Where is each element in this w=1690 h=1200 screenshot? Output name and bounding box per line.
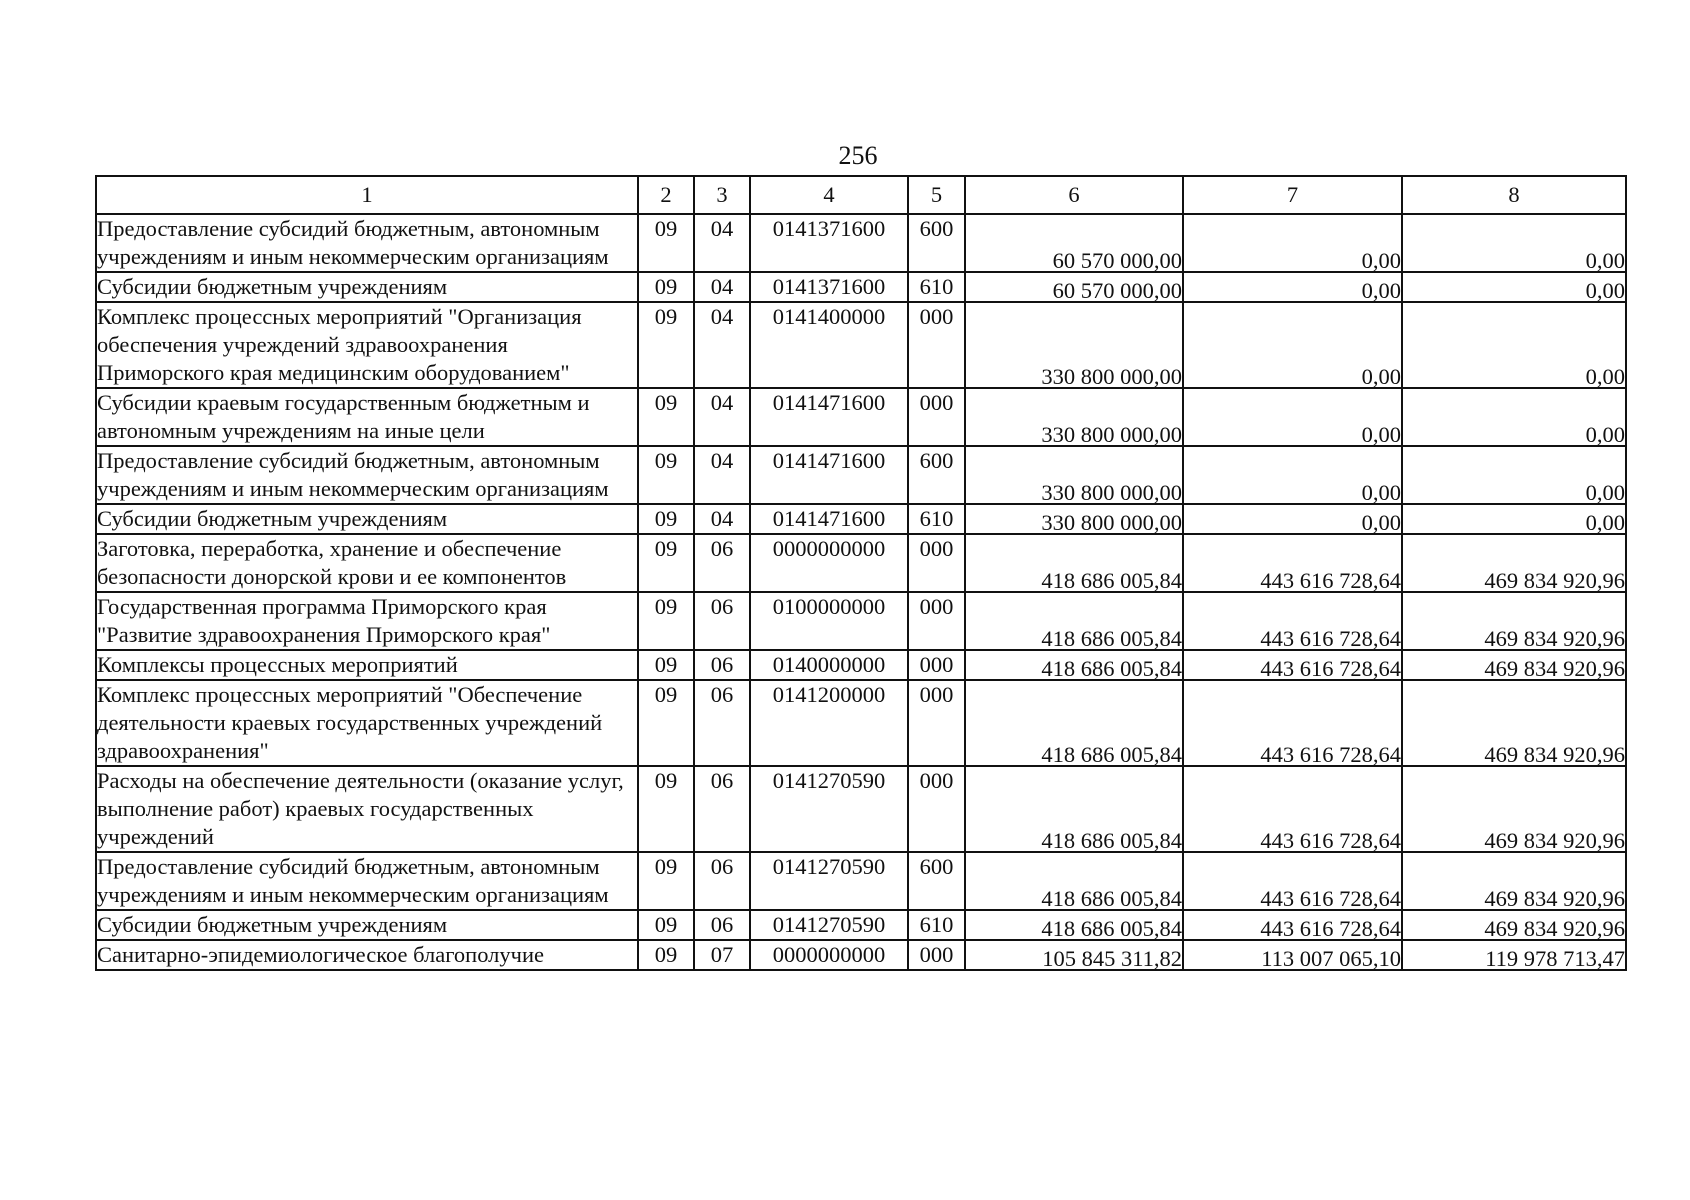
row-amount-6: 418 686 005,84 — [1041, 886, 1182, 911]
row-subsection: 06 — [694, 592, 750, 650]
table-row — [96, 388, 1626, 446]
row-expense-type: 000 — [908, 302, 965, 388]
row-section: 09 — [638, 388, 694, 446]
row-target-code: 0141200000 — [750, 680, 908, 766]
table-row — [96, 302, 1626, 388]
row-name: Государственная программа Приморского края "Развитие здравоохранения Приморского края" — [96, 592, 638, 650]
row-amount-7: 0,00 — [1361, 248, 1401, 273]
header-col-4: 4 — [750, 176, 908, 214]
table-row — [96, 272, 1626, 302]
row-target-code: 0141371600 — [750, 214, 908, 272]
row-amount-8: 0,00 — [1585, 480, 1625, 505]
row-expense-type: 610 — [908, 504, 965, 534]
row-amount-6: 330 800 000,00 — [1041, 510, 1182, 535]
header-row — [96, 176, 1626, 214]
row-amount-6: 330 800 000,00 — [1041, 422, 1182, 447]
row-expense-type: 000 — [908, 680, 965, 766]
row-amount-7: 443 616 728,64 — [1260, 626, 1401, 651]
row-expense-type: 000 — [908, 766, 965, 852]
row-subsection: 06 — [694, 852, 750, 910]
row-amount-6: 418 686 005,84 — [1041, 656, 1182, 681]
row-section: 09 — [638, 940, 694, 970]
row-amount-8: 0,00 — [1585, 364, 1625, 389]
row-target-code: 0141270590 — [750, 910, 908, 940]
row-amount-7: 443 616 728,64 — [1260, 886, 1401, 911]
row-amount-8: 469 834 920,96 — [1484, 916, 1625, 941]
row-amount-6: 60 570 000,00 — [1052, 248, 1182, 273]
row-target-code: 0141471600 — [750, 504, 908, 534]
row-amount-6: 418 686 005,84 — [1041, 916, 1182, 941]
row-expense-type: 000 — [908, 940, 965, 970]
row-section: 09 — [638, 446, 694, 504]
page-number: 256 — [838, 141, 878, 170]
row-name: Предоставление субсидий бюджетным, автономным учреждениям и иным некоммерческим организациям — [96, 852, 638, 910]
row-expense-type: 610 — [908, 910, 965, 940]
row-subsection: 04 — [694, 388, 750, 446]
row-target-code: 0141471600 — [750, 388, 908, 446]
table-row — [96, 680, 1626, 766]
row-target-code: 0100000000 — [750, 592, 908, 650]
row-amount-6: 330 800 000,00 — [1041, 364, 1182, 389]
row-section: 09 — [638, 650, 694, 680]
row-amount-6: 418 686 005,84 — [1041, 626, 1182, 651]
row-subsection: 06 — [694, 680, 750, 766]
row-name: Субсидии бюджетным учреждениям — [96, 272, 638, 302]
row-subsection: 06 — [694, 766, 750, 852]
row-section: 09 — [638, 852, 694, 910]
row-amount-8: 469 834 920,96 — [1484, 626, 1625, 651]
row-amount-8: 469 834 920,96 — [1484, 656, 1625, 681]
row-amount-7: 443 616 728,64 — [1260, 828, 1401, 853]
row-amount-7: 113 007 065,10 — [1261, 946, 1401, 971]
row-subsection: 04 — [694, 214, 750, 272]
row-target-code: 0141270590 — [750, 852, 908, 910]
row-amount-7: 0,00 — [1361, 278, 1401, 303]
row-name: Предоставление субсидий бюджетным, автономным учреждениям и иным некоммерческим организациям — [96, 214, 638, 272]
row-name: Предоставление субсидий бюджетным, автономным учреждениям и иным некоммерческим организациям — [96, 446, 638, 504]
row-target-code: 0000000000 — [750, 940, 908, 970]
row-amount-6: 418 686 005,84 — [1041, 828, 1182, 853]
header-col-2: 2 — [638, 176, 694, 214]
row-subsection: 07 — [694, 940, 750, 970]
row-name: Санитарно-эпидемиологическое благополучие — [96, 940, 638, 970]
header-col-7: 7 — [1183, 176, 1402, 214]
row-subsection: 06 — [694, 534, 750, 592]
row-section: 09 — [638, 214, 694, 272]
row-name: Субсидии краевым государственным бюджетным и автономным учреждениям на иные цели — [96, 388, 638, 446]
row-target-code: 0140000000 — [750, 650, 908, 680]
row-amount-6: 105 845 311,82 — [1042, 946, 1182, 971]
row-amount-7: 443 616 728,64 — [1260, 916, 1401, 941]
row-section: 09 — [638, 680, 694, 766]
row-name: Комплексы процессных мероприятий — [96, 650, 638, 680]
row-amount-6: 418 686 005,84 — [1041, 568, 1182, 593]
row-subsection: 06 — [694, 910, 750, 940]
row-amount-6: 330 800 000,00 — [1041, 480, 1182, 505]
row-amount-7: 443 616 728,64 — [1260, 568, 1401, 593]
row-amount-8: 0,00 — [1585, 248, 1625, 273]
row-target-code: 0141270590 — [750, 766, 908, 852]
row-name: Заготовка, переработка, хранение и обеспечение безопасности донорской крови и ее компонентов — [96, 534, 638, 592]
table-row — [96, 592, 1626, 650]
row-name: Субсидии бюджетным учреждениям — [96, 504, 638, 534]
row-section: 09 — [638, 302, 694, 388]
row-target-code: 0141371600 — [750, 272, 908, 302]
header-col-3: 3 — [694, 176, 750, 214]
row-amount-8: 469 834 920,96 — [1484, 886, 1625, 911]
table-row — [96, 214, 1626, 272]
row-name: Комплекс процессных мероприятий "Обеспечение деятельности краевых государственных учреждений здравоохранения" — [96, 680, 638, 766]
row-expense-type: 610 — [908, 272, 965, 302]
row-amount-6: 418 686 005,84 — [1041, 742, 1182, 767]
row-amount-7: 0,00 — [1361, 510, 1401, 535]
row-expense-type: 000 — [908, 592, 965, 650]
table-row — [96, 766, 1626, 852]
row-amount-6: 60 570 000,00 — [1052, 278, 1182, 303]
table-row — [96, 650, 1626, 680]
header-col-8: 8 — [1402, 176, 1626, 214]
table-row — [96, 940, 1626, 970]
row-subsection: 04 — [694, 272, 750, 302]
row-expense-type: 000 — [908, 534, 965, 592]
table-row — [96, 852, 1626, 910]
row-amount-8: 469 834 920,96 — [1484, 742, 1625, 767]
row-section: 09 — [638, 910, 694, 940]
row-amount-7: 443 616 728,64 — [1260, 656, 1401, 681]
table-row — [96, 910, 1626, 940]
row-section: 09 — [638, 534, 694, 592]
row-subsection: 04 — [694, 446, 750, 504]
row-subsection: 06 — [694, 650, 750, 680]
row-amount-7: 0,00 — [1361, 422, 1401, 447]
row-amount-8: 119 978 713,47 — [1485, 946, 1625, 971]
header-col-1: 1 — [96, 176, 638, 214]
row-name: Субсидии бюджетным учреждениям — [96, 910, 638, 940]
row-amount-8: 469 834 920,96 — [1484, 828, 1625, 853]
table-row — [96, 534, 1626, 592]
row-section: 09 — [638, 592, 694, 650]
budget-table — [95, 175, 1627, 971]
header-col-6: 6 — [965, 176, 1183, 214]
row-target-code: 0141400000 — [750, 302, 908, 388]
row-expense-type: 000 — [908, 388, 965, 446]
row-amount-7: 443 616 728,64 — [1260, 742, 1401, 767]
row-amount-8: 469 834 920,96 — [1484, 568, 1625, 593]
row-expense-type: 600 — [908, 852, 965, 910]
row-amount-8: 0,00 — [1585, 510, 1625, 535]
row-expense-type: 600 — [908, 214, 965, 272]
row-name: Комплекс процессных мероприятий "Организация обеспечения учреждений здравоохранения Приморского края медицинским оборудованием" — [96, 302, 638, 388]
row-amount-8: 0,00 — [1585, 422, 1625, 447]
row-section: 09 — [638, 504, 694, 534]
row-subsection: 04 — [694, 302, 750, 388]
header-col-5: 5 — [908, 176, 965, 214]
row-amount-8: 0,00 — [1585, 278, 1625, 303]
row-amount-7: 0,00 — [1361, 480, 1401, 505]
table-row — [96, 446, 1626, 504]
row-expense-type: 000 — [908, 650, 965, 680]
row-section: 09 — [638, 272, 694, 302]
table-row — [96, 504, 1626, 534]
row-name: Расходы на обеспечение деятельности (оказание услуг, выполнение работ) краевых государственных учреждений — [96, 766, 638, 852]
row-amount-7: 0,00 — [1361, 364, 1401, 389]
row-expense-type: 600 — [908, 446, 965, 504]
row-subsection: 04 — [694, 504, 750, 534]
row-target-code: 0141471600 — [750, 446, 908, 504]
row-target-code: 0000000000 — [750, 534, 908, 592]
row-section: 09 — [638, 766, 694, 852]
